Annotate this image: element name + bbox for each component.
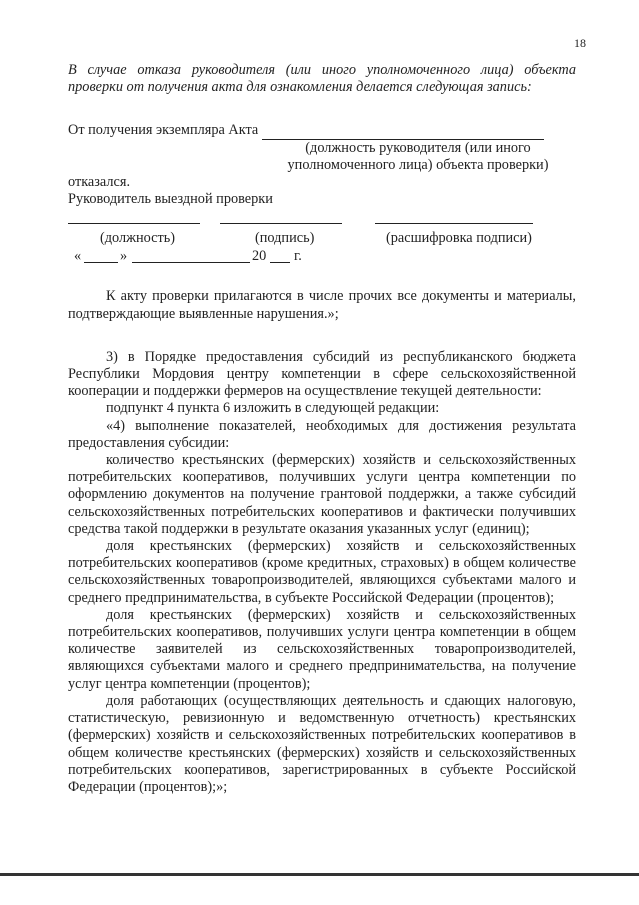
attachment-paragraph: К акту проверки прилагаются в числе прочих все документы и материалы, подтверждающие выявленные нарушения.»; (68, 288, 576, 322)
indicator-3: доля крестьянских (фермерских) хозяйств и сельскохозяйственных потребительских кооперативов, получивших услуги центра компетенции в общем количестве заявителей из сельскохозяйственных товаропроизводителей, являющихся субъектами малого и среднего предпринимательства, на получение услуг центра компетенции (процентов); (68, 606, 576, 692)
year-blank (270, 248, 290, 263)
position-note-line2: уполномоченного лица) объекта проверки) (287, 156, 549, 173)
signature-lines (68, 214, 576, 230)
signature-captions (68, 230, 576, 248)
page-number: 18 (574, 36, 586, 50)
year-prefix: 20 (252, 248, 267, 265)
act-receipt-label: От получения экземпляра Акта (68, 122, 259, 139)
amendment-subclause: подпункт 4 пункта 6 изложить в следующей редакции: (106, 400, 440, 417)
month-blank (132, 248, 250, 263)
indicator-2: доля крестьянских (фермерских) хозяйств и сельскохозяйственных потребительских кооперативов (кроме кредитных, страховых) в общем количестве сельскохозяйственных товаропроизводителей, являющихся субъектами малого и среднего предпринимательства, в субъекте Российской Федерации (процентов); (68, 538, 576, 606)
date-line (68, 248, 576, 266)
refusal-note: В случае отказа руководителя (или иного уполномоченного лица) объекта проверки от получения акта для ознакомления делается следующая запись: (68, 62, 576, 96)
transcript-caption: (расшифровка подписи) (386, 230, 532, 247)
quote-open: « (74, 248, 82, 265)
indicator-1: количество крестьянских (фермерских) хозяйств и сельскохозяйственных потребительских кооперативов, получивших услуги центра компетенции по оформлению документов на получение грантовой поддержки, а также субсидий сельскохозяйственных потребительских кооперативов и фактически получивших средства такой поддержки в результате оказания указанных услуг (единиц); (68, 452, 576, 537)
position-caption: (должность) (100, 230, 176, 247)
position-note-line1: (должность руководителя (или иного (305, 139, 531, 156)
amendment-item4: «4) выполнение показателей, необходимых для достижения результата предоставления субсидии: (68, 417, 576, 451)
transcript-blank (375, 222, 533, 224)
refused-text: отказался. (68, 174, 131, 191)
scan-bottom-edge (0, 873, 639, 876)
signature-caption: (подпись) (255, 230, 315, 247)
act-receipt-blank (262, 125, 544, 140)
act-receipt-line (68, 122, 576, 139)
document-body (68, 62, 576, 796)
amendment-intro: 3) в Порядке предоставления субсидий из республиканского бюджета Республики Мордовия центру компетенции в сфере сельскохозяйственной кооперации и поддержки фермеров на осуществление текущей деятельности: (68, 348, 576, 400)
day-blank (84, 248, 118, 263)
quote-close: » (120, 248, 128, 265)
year-suffix: г. (294, 248, 302, 265)
inspection-head-label: Руководитель выездной проверки (68, 191, 273, 208)
signature-blank (220, 222, 342, 224)
indicator-4: доля работающих (осуществляющих деятельность и сдающих налоговую, статистическую, ревизионную и ведомственную отчетность) крестьянских (фермерских) хозяйств и сельскохозяйственных потребительских кооперативов в общем количестве крестьянских (фермерских) хозяйств и сельскохозяйственных потребительских кооперативов, зарегистрированных в субъекте Российской Федерации (процентов);»; (68, 692, 576, 795)
position-blank (68, 222, 200, 224)
